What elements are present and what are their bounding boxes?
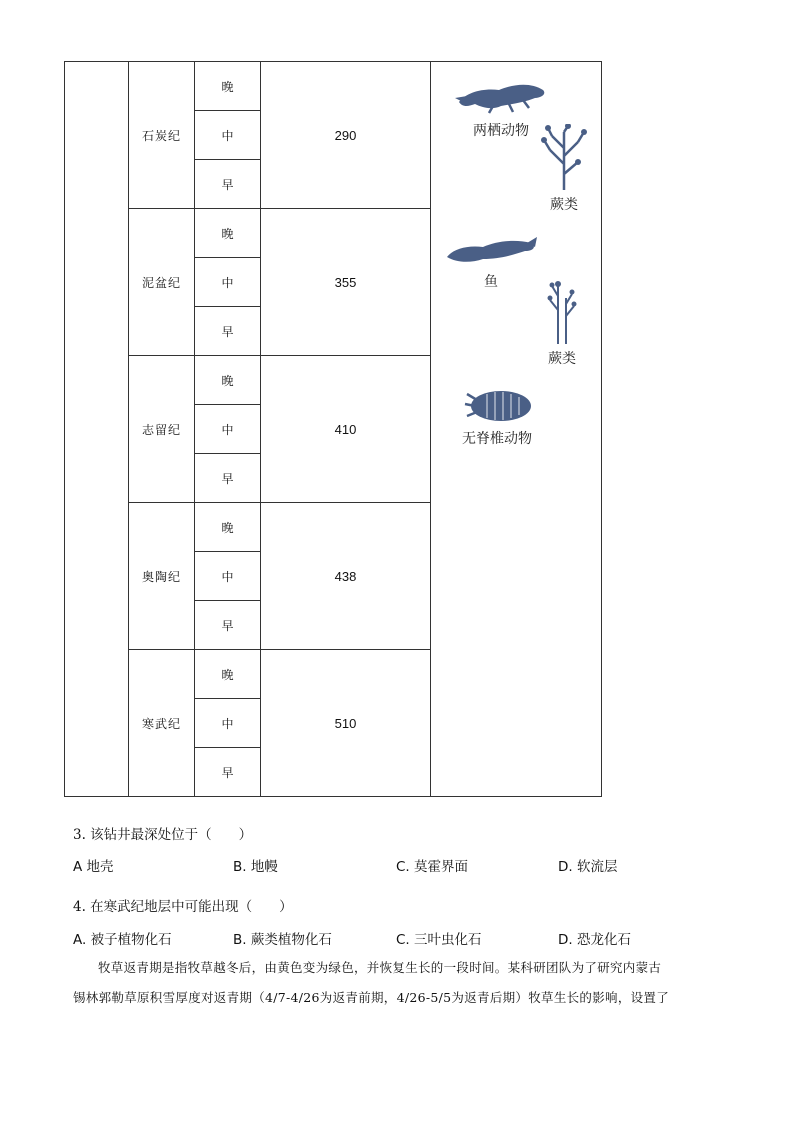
age-ordovician: 438 xyxy=(261,503,431,650)
subdivision-middle: 中 xyxy=(195,552,261,601)
subdivision-late: 晚 xyxy=(195,503,261,552)
subdivision-early: 早 xyxy=(195,601,261,650)
subdivision-early: 早 xyxy=(195,454,261,503)
period-carboniferous: 石炭纪 xyxy=(129,62,195,209)
option-a[interactable]: A 地壳 xyxy=(73,859,114,875)
question-4-stem: 4. 在寒武纪地层中可能出现（ ） xyxy=(73,899,293,915)
period-ordovician: 奥陶纪 xyxy=(129,503,195,650)
fossil-column xyxy=(431,62,602,797)
passage-line-2: 锡林郭勒草原积雪厚度对返青期（4/7-4/26为返青前期，4/26-5/5为返青后期）牧草生长的影响，设置了 xyxy=(73,990,670,1005)
age-cambrian: 510 xyxy=(261,650,431,797)
passage xyxy=(73,953,728,1013)
fern-icon xyxy=(540,124,588,190)
subdivision-late: 晚 xyxy=(195,209,261,258)
fossil-label: 蕨类 xyxy=(550,196,578,212)
question-3-options xyxy=(73,855,673,873)
period-silurian: 志留纪 xyxy=(129,356,195,503)
fossil-fish xyxy=(443,237,539,291)
option-d[interactable]: D. 恐龙化石 xyxy=(558,932,631,948)
amphibian-icon xyxy=(453,80,549,116)
age-carboniferous: 290 xyxy=(261,62,431,209)
fossil-fern-2 xyxy=(534,280,590,368)
age-devonian: 355 xyxy=(261,209,431,356)
subdivision-middle: 中 xyxy=(195,258,261,307)
fossil-fern-1 xyxy=(536,124,592,214)
fossil-label: 鱼 xyxy=(484,273,498,289)
subdivision-early: 早 xyxy=(195,160,261,209)
option-a[interactable]: A. 被子植物化石 xyxy=(73,932,172,948)
option-b[interactable]: B. 蕨类植物化石 xyxy=(233,932,332,948)
subdivision-late: 晚 xyxy=(195,650,261,699)
subdivision-middle: 中 xyxy=(195,405,261,454)
fossil-amphibian xyxy=(453,80,549,140)
fossil-label: 无脊椎动物 xyxy=(462,430,532,446)
age-silurian: 410 xyxy=(261,356,431,503)
subdivision-middle: 中 xyxy=(195,699,261,748)
option-b[interactable]: B. 地幔 xyxy=(233,859,278,875)
invertebrate-icon xyxy=(461,388,533,424)
subdivision-late: 晚 xyxy=(195,356,261,405)
subdivision-middle: 中 xyxy=(195,111,261,160)
period-cambrian: 寒武纪 xyxy=(129,650,195,797)
fern-icon xyxy=(542,280,582,344)
question-3-stem: 3. 该钻井最深处位于（ ） xyxy=(73,827,253,843)
geologic-time-table xyxy=(64,61,602,797)
question-4-options xyxy=(73,928,673,946)
subdivision-early: 早 xyxy=(195,307,261,356)
period-devonian: 泥盆纪 xyxy=(129,209,195,356)
fossil-label: 蕨类 xyxy=(548,350,576,366)
fossil-invertebrate xyxy=(447,388,547,448)
passage-line-1: 牧草返青期是指牧草越冬后，由黄色变为绿色，并恢复生长的一段时间。某科研团队为了研究内蒙古 xyxy=(98,960,662,975)
fish-icon xyxy=(443,237,539,267)
era-cell xyxy=(65,62,129,797)
fossil-label: 两栖动物 xyxy=(473,122,529,138)
option-c[interactable]: C. 莫霍界面 xyxy=(396,859,469,875)
option-d[interactable]: D. 软流层 xyxy=(558,859,618,875)
option-c[interactable]: C. 三叶虫化石 xyxy=(396,932,482,948)
subdivision-late: 晚 xyxy=(195,62,261,111)
subdivision-early: 早 xyxy=(195,748,261,797)
